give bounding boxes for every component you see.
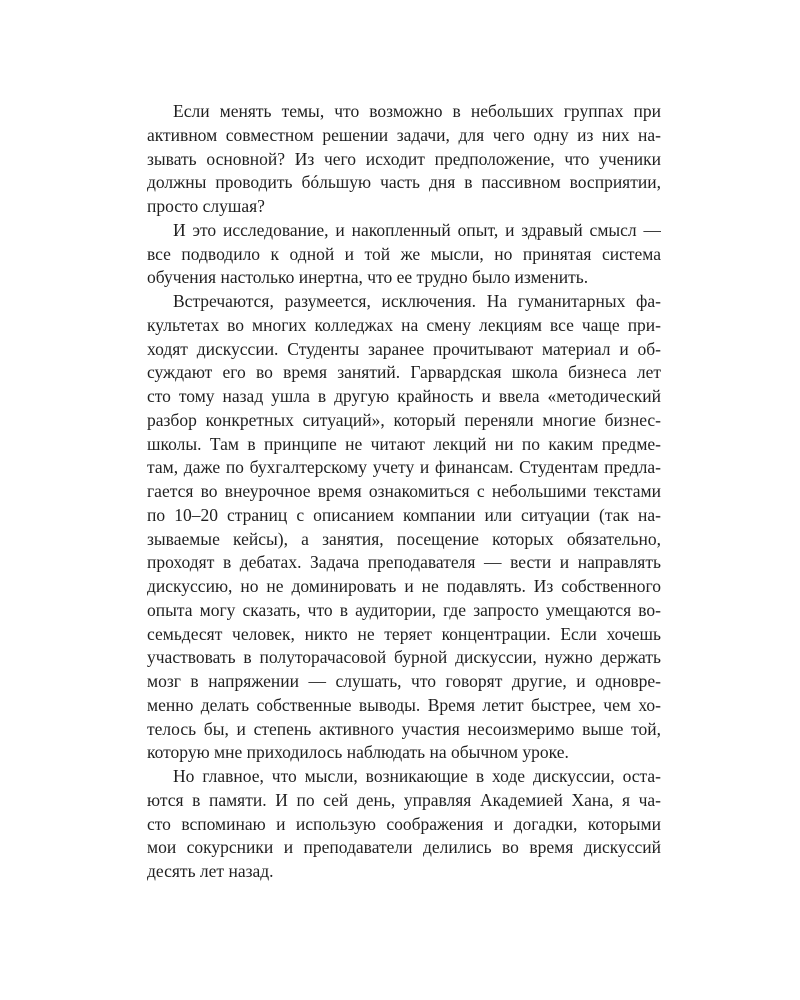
- text-line: участвовать в полуторачасовой бурной дискуссии, нужно держать: [147, 647, 661, 668]
- text-line: суждают его во время занятий. Гарвардская школа бизнеса лет: [147, 362, 661, 383]
- text-line: гается во внеурочное время ознакомиться с небольшими текстами: [147, 481, 661, 501]
- text-line: школы. Там в принципе не читают лекций ни по каким предме-: [147, 433, 661, 454]
- text-line: проходят в дебатах. Задача преподавателя — вести и направлять: [147, 552, 661, 573]
- page-body: [147, 100, 661, 884]
- text-line: активном совместном решении задачи, для чего одну из них на-: [147, 124, 661, 145]
- text-line: которую мне приходилось наблюдать на обычном уроке.: [147, 742, 569, 763]
- text-line: мозг в напряжении — слушать, что говорят другие, и одновре-: [147, 671, 661, 691]
- text-line: И это исследование, и накопленный опыт, и здравый смысл —: [173, 219, 661, 240]
- text-line: дискуссию, но не доминировать и не подавлять. Из собственного: [147, 576, 661, 596]
- text-line: зываемые кейсы), а занятия, посещение которых обязательно,: [147, 528, 661, 549]
- text-line: там, даже по бухгалтерскому учету и финансам. Студентам предла-: [147, 457, 661, 478]
- text-line: культетах во многих колледжах на смену лекциям все чаще при-: [147, 314, 661, 335]
- text-line: ются в памяти. И по сей день, управляя Академией Хана, я ча-: [147, 789, 661, 810]
- text-line: телось бы, и степень активного участия несоизмеримо выше той,: [147, 718, 661, 739]
- text-line: Встречаются, разумеется, исключения. На гуманитарных фа-: [173, 291, 661, 311]
- text-line: просто слушая?: [147, 196, 265, 216]
- text-line: менно делать собственные выводы. Время летит быстрее, чем хо-: [147, 694, 661, 715]
- text-line: разбор конкретных ситуаций», который переняли многие бизнес-: [147, 409, 661, 430]
- text-line: десять лет назад.: [147, 861, 274, 881]
- text-line: сто вспоминаю и использую соображения и догадки, которыми: [147, 813, 661, 834]
- text-line: семьдесят человек, никто не теряет концентрации. Если хочешь: [147, 623, 661, 644]
- text-line: обучения настолько инертна, что ее трудно было изменить.: [147, 267, 589, 288]
- text-line: ходят дискуссии. Студенты заранее прочитывают материал и об-: [147, 338, 661, 359]
- paragraph: [147, 765, 661, 884]
- text-line: зывать основной? Из чего исходит предположение, что ученики: [147, 148, 661, 169]
- text-line: опыта могу сказать, что в аудитории, где запросто умещаются во-: [147, 599, 661, 620]
- text-line: по 10–20 страниц с описанием компании или ситуации (так на-: [147, 504, 661, 525]
- text-line: сто тому назад ушла в другую крайность и ввела «методический: [147, 386, 661, 406]
- text-line: Если менять темы, что возможно в небольших группах при: [173, 101, 661, 121]
- text-line: Но главное, что мысли, возникающие в ходе дискуссии, оста-: [173, 766, 661, 786]
- text-line: должны проводить бóльшую часть дня в пассивном восприятии,: [147, 172, 661, 193]
- text-line: все подводило к одной и той же мысли, но принятая система: [147, 243, 661, 264]
- paragraph: [147, 290, 661, 765]
- paragraph: [147, 100, 661, 219]
- text-line: мои сокурсники и преподаватели делились во время дискуссий: [147, 837, 661, 858]
- paragraph: [147, 219, 661, 290]
